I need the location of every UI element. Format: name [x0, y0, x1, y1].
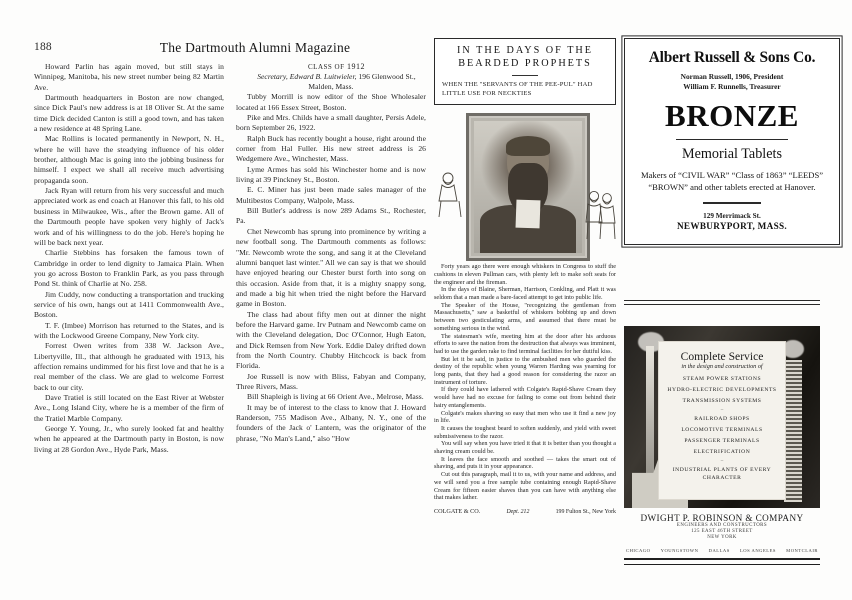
paragraph: Dave Tratiel is still located on the East River at Webster Ave., Long Island City, where he is a member of the firm of the Tratiel Marble Company. — [34, 393, 224, 423]
robinson-service-item: ELECTRIFICATION — [693, 448, 751, 455]
robinson-service-panel — [658, 341, 786, 500]
russell-officer-treasurer: William F. Runnells, Treasurer — [683, 81, 781, 91]
paragraph: Joe Russell is now with Bliss, Fabyan and Company, Three Rivers, Mass. — [236, 371, 426, 391]
paragraph: Cut out this paragraph, mail it to us, with your name and address, and we will send you a free sample tube containing enough Rapid-Shave Cream for fifteen easier shaves than you can have with anything else that makes lather. — [434, 471, 616, 502]
class-heading — [236, 62, 426, 72]
dot-separator: – — [720, 458, 724, 464]
paragraph: You will say when you have tried it that it is better than you thought a shaving cream could be. — [434, 440, 616, 456]
paragraph: Jack Ryan will return from his very successful and much appreciated work as end coach at Hanover this fall, to his old business in Milwaukee, Wis., after the Brown game. All of the Dartmouth people have spoken very highly of Jack's work and of his willingness to do the job. Here's hoping he will be back next year. — [34, 186, 224, 247]
robinson-service-item: RAILROAD SHOPS — [694, 416, 750, 423]
paragraph: Forrest Owen writes from 338 W. Jackson Ave., Libertyville, Ill., that although he graduated with 1913, his affection remains undimmed for his first love and that he is a real member of the class. We are glad to welcome Forrest back to our city. — [34, 341, 224, 392]
russell-advertisement — [624, 38, 840, 245]
paragraph: The class had about fifty men out at dinner the night before the Harvard game. Irv Putnam and Newcomb came on with the Cleveland delegation, Doc O'Connor, Hugh Eaton, and Dick Remsen from New York. Eddie Daley drifted down from the North Country. Chubby Hitchcock is back from Florida. — [236, 309, 426, 371]
robinson-subtitle-engineers: ENGINEERS AND CONSTRUCTORS — [676, 523, 768, 528]
colgate-signature — [434, 508, 616, 515]
portrait-collar — [516, 200, 541, 229]
small-bearded-figure-icon — [436, 169, 464, 221]
portrait-frame — [466, 113, 590, 261]
russell-address-city: NEWBURYPORT, MASS. — [677, 220, 787, 231]
robinson-branch-cities — [624, 548, 820, 553]
paragraph: It leaves the face smooth and soothed — takes the smart out of shaving, and puts it in your appearance. — [434, 455, 616, 471]
transmission-tower — [784, 360, 802, 502]
robinson-service-item: LOCOMOTIVE TERMINALS — [681, 427, 763, 434]
paragraph: Lyme Armes has sold his Winchester home and is now living at 39 Pinckney St., Boston. — [236, 164, 426, 185]
paragraph: Ralph Buck has recently bought a house, right around the corner from Hal Fuller. His new street address is 26 Wedgemere Ave., Winchester, Mass. — [236, 133, 426, 164]
masthead — [34, 40, 426, 60]
class-heading-label: CLASS OF — [308, 63, 345, 71]
branch-city: DALLAS — [708, 547, 730, 553]
russell-product-subhead: Memorial Tablets — [681, 146, 782, 163]
rule-divider — [512, 75, 538, 76]
colgate-subhead: WHEN THE "SERVANTS OF THE PEE-PUL" HAD LITTLE USE FOR NECKTIES — [442, 81, 593, 97]
branch-city: MONTCLAIR — [786, 547, 818, 553]
robinson-service-item: PASSENGER TERMINALS — [684, 438, 760, 445]
colgate-illustration — [434, 109, 616, 261]
russell-product-headline: BRONZE — [665, 98, 799, 134]
page-bottom-rule — [624, 558, 820, 565]
robinson-address-street: 125 EAST 46TH STREET — [691, 529, 753, 535]
page-number: 188 — [34, 41, 52, 53]
robinson-company-name: DWIGHT P. ROBINSON & COMPANY — [640, 513, 804, 523]
colgate-dept: Dept. 212 — [506, 508, 530, 515]
paragraph: But let it be said, in justice to the ambushed men who guarded the destiny of the republic when young Warren Harding was yearning for long pants, that they had a good reason for considering the razor an instrument of torture. — [434, 355, 616, 386]
russell-company-name: Albert Russell & Sons Co. — [648, 49, 816, 66]
portrait-hair — [506, 136, 550, 156]
rule-divider — [676, 139, 788, 140]
secretary-address: 196 Glenwood St., Malden, Mass. — [308, 72, 416, 92]
robinson-advertisement — [624, 326, 820, 565]
rule-divider — [703, 202, 761, 203]
russell-officer-president: Norman Russell, 1906, President — [680, 72, 784, 81]
paragraph: Charlie Stebbins has forsaken the famous town of Cambridge in order to lend dignity to Jamaica Plain. When you go across Boston to Franklin Park, as you pass through Pond St. think of Charlie at No. 258. — [34, 248, 224, 289]
portrait-image — [474, 121, 582, 253]
robinson-illustration — [624, 326, 820, 508]
robinson-panel-title: Complete Service — [680, 350, 764, 363]
paragraph: T. F. (Imbee) Morrison has returned to the States, and is with the Lockwood Greene Company, New York city. — [34, 320, 224, 340]
paragraph: Forty years ago there were enough whiskers in Congress to stuff the cushions in eleven Pullman cars, with plenty left to make soft seats for the engineer and the fireman. — [434, 263, 616, 286]
branch-city: YOUNGSTOWN — [660, 547, 699, 553]
ad-divider-rule — [624, 300, 820, 305]
colgate-headline-box — [434, 38, 616, 105]
dot-separator: – — [720, 407, 724, 413]
colgate-advertisement — [434, 38, 616, 515]
branch-city: CHICAGO — [626, 547, 651, 553]
paragraph: Chet Newcomb has sprung into prominence by writing a new football song. The Dartmouth comments as follows: "Mr. Newcomb wrote the song, and sang it at the Cleveland alumni banquet last winter." All we can say is that we should have enjoyed hearing our Chester burst forth into song on this occasion. Aside from that, it is a mighty snappy song, and made a big hit when tried the night before the Harvard game in Boston. — [236, 226, 426, 309]
magazine-title: The Dartmouth Alumni Magazine — [159, 40, 351, 55]
paragraph: Bill Shapleigh is living at 66 Orient Ave., Melrose, Mass. — [247, 392, 424, 402]
class-heading-year: 1912 — [346, 62, 365, 71]
paragraph: Bill Butler's address is now 289 Adams St., Rochester, Pa. — [236, 206, 426, 226]
colgate-address: 199 Fulton St., New York — [555, 508, 616, 515]
robinson-address-city: NEW YORK — [707, 535, 737, 541]
paragraph: Pike and Mrs. Childs have a small daughter, Persis Adele, born September 26, 1922. — [236, 113, 426, 133]
two-bearded-figures-icon — [584, 187, 616, 243]
colgate-company: COLGATE & CO. — [434, 507, 481, 515]
robinson-service-item: TRANSMISSION SYSTEMS — [682, 397, 762, 404]
paragraph: The statesman's wife, meeting him at the door after his arduous efforts to save the nation from the destruction that always was imminent, had to use the garden rake to find terminal facilities for her dutiful kiss. — [434, 332, 616, 355]
russell-address-street: 129 Merrimack St. — [703, 211, 761, 220]
paragraph: The Speaker of the House, "recognizing the gentleman from Massachusetts," saw a basketful of whiskers bobbing up and down between two gesticulating arms, and assumed that there must be something serious in the wind. — [434, 301, 616, 332]
robinson-service-item: INDUSTRIAL PLANTS OF EVERY CHARACTER — [672, 467, 772, 481]
robinson-service-item: HYDRO-ELECTRIC DEVELOPMENTS — [667, 386, 777, 393]
colgate-headline: IN THE DAYS OF THE BEARDED PROPHETS — [457, 45, 593, 69]
article-column-two — [236, 62, 426, 444]
paragraph: It causes the toughest beard to soften suddenly, and yield with sweet submissiveness to the razor. — [434, 424, 616, 440]
article-column-one — [34, 62, 224, 455]
colgate-body-copy — [434, 263, 616, 502]
paragraph: George Y. Young, Jr., who surely looked fat and healthy when he appeared at the Dartmouth party in Boston, is now living at 28 Gordon Ave., Hyde Park, Mass. — [34, 424, 224, 454]
paragraph: Mac Rollins is located permanently in Newport, N. H., where he will have the steadying influence of his older brother, although Mac is going into the jobbing business for himself. I expect we shall all receive much advertising propaganda soon. — [34, 134, 224, 185]
robinson-panel-subtitle: in the design and construction of — [681, 363, 763, 370]
paragraph: Dartmouth headquarters in Boston are now changed, since Dick Paul's new address is at 18 Oliver St. At the same time Dick decided Canton is still a good town, and has taken a new residence at 48 Spring Lane. — [34, 93, 224, 134]
class-secretary-line — [236, 72, 426, 92]
russell-makers-line: Makers of “CIVIL WAR” “Class of 1863” “LEEDS” “BROWN” and other tablets erected at Hanover. — [640, 170, 824, 192]
paragraph: It may be of interest to the class to know that J. Howard Randerson, 755 Madison Ave., Albany, N. Y., one of the founders of the Jack o' Lantern, was the originator of the phrase, "No Man's Land," also "How — [236, 402, 426, 443]
secretary-label: Secretary, — [257, 72, 288, 82]
paragraph: In the days of Blaine, Sherman, Harrison, Conkling, and Platt it was seldom that a man made a bare-faced attempt to get into public life. — [434, 286, 616, 301]
paragraph: Colgate's makes shaving so easy that men who use it find a new joy in life. — [434, 409, 616, 425]
robinson-service-item: STEAM POWER STATIONS — [682, 376, 762, 382]
branch-city: LOS ANGELES — [739, 547, 776, 553]
paragraph: Tubby Morrill is now editor of the Shoe Wholesaler located at 166 Essex Street, Boston. — [236, 92, 426, 112]
secretary-name: Edward B. Luitwieler, — [289, 72, 357, 82]
paragraph: Jim Cuddy, now conducting a transportation and trucking service of his own, hangs out at 1411 Commonwealth Ave., Boston. — [34, 289, 224, 320]
paragraph: If they could have lathered with Colgate's Rapid-Shave Cream they would have had no excuse for failing to come out from behind their hairy entanglements. — [434, 386, 616, 409]
paragraph: E. C. Miner has just been made sales manager of the Multibestos Company, Walpole, Mass. — [236, 185, 426, 205]
paragraph: Howard Parlin has again moved, but still stays in Winnipeg, Manitoba, his new street number being 82 Martin Ave. — [34, 62, 224, 92]
